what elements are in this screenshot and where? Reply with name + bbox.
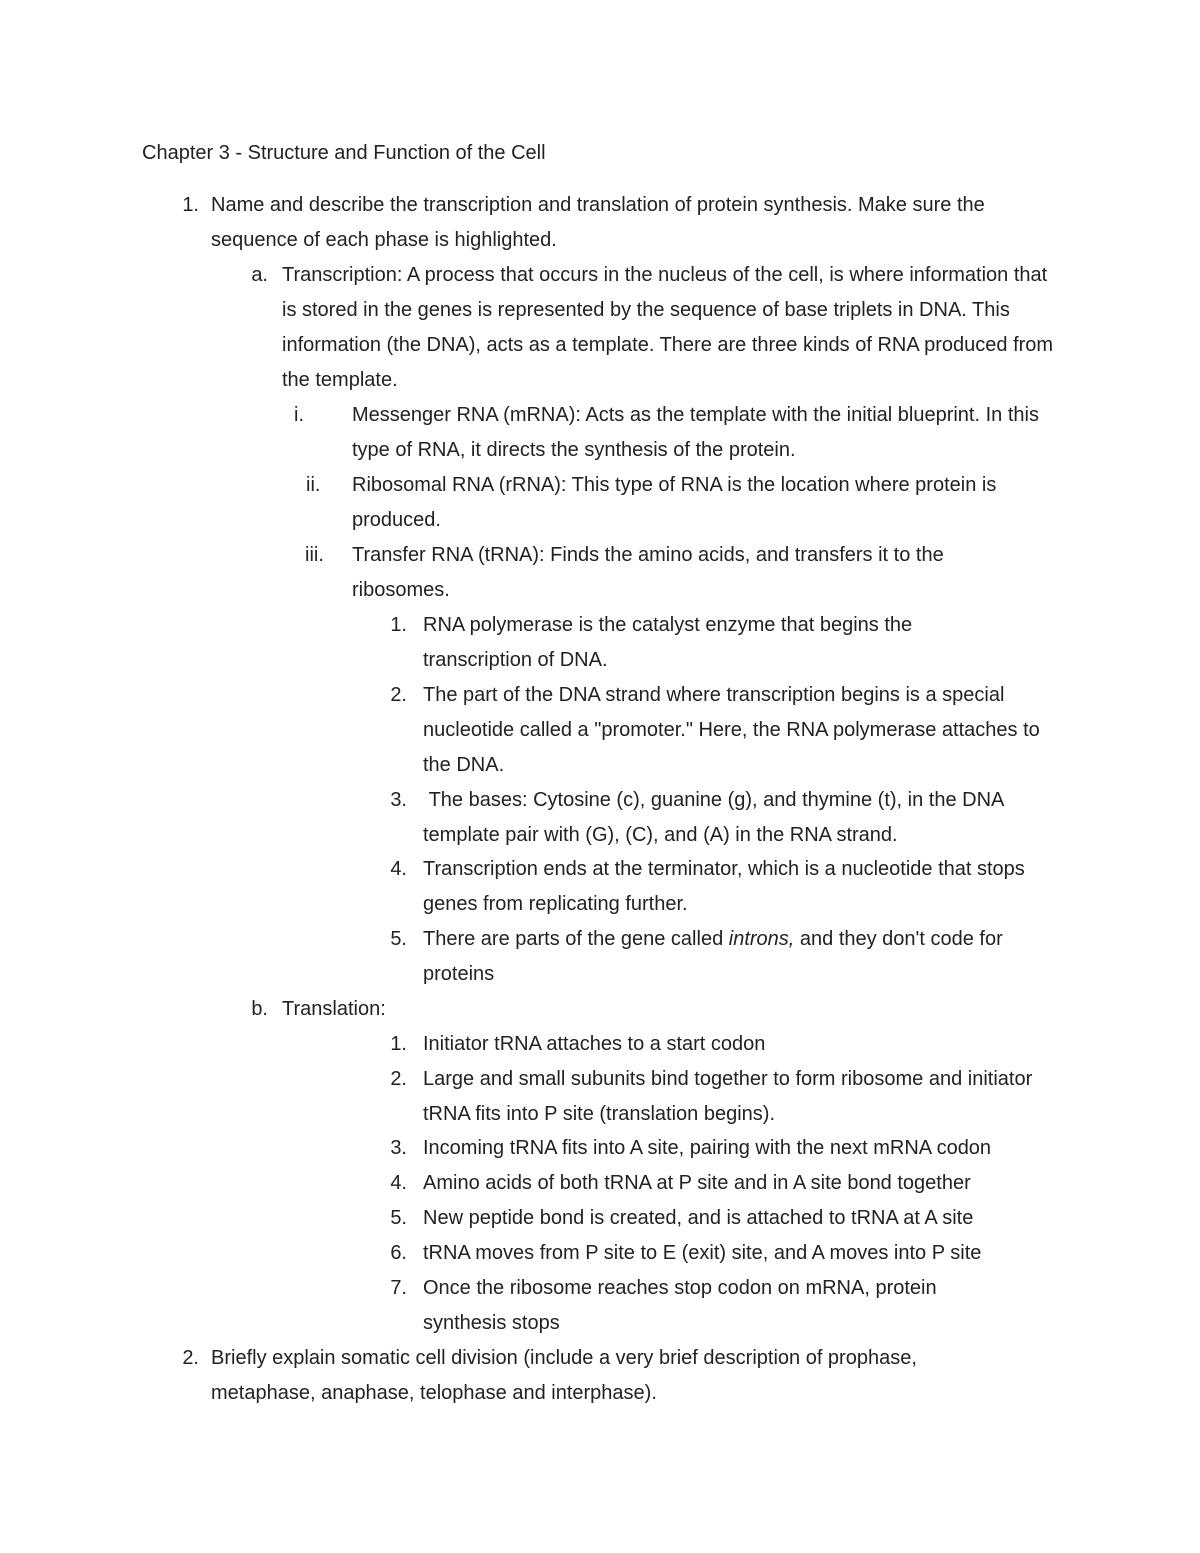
step-text-part: and they don't code for proteins: [423, 928, 1003, 985]
list-marker: ii.: [306, 474, 321, 496]
translation-step-2: [390, 1062, 1033, 1132]
italic-term: introns,: [728, 928, 795, 950]
list-marker: 4.: [390, 858, 407, 880]
list-marker: 3.: [390, 1137, 407, 1159]
list-marker: 7.: [390, 1277, 407, 1299]
step-text: Large and small subunits bind together to form ribosome and initiator tRNA fits into P site (translation begins).: [423, 1068, 1033, 1125]
translation-step-3: [390, 1131, 1083, 1166]
list-marker: 5.: [390, 1207, 407, 1229]
step-text: Amino acids of both tRNA at P site and in A site bond together: [423, 1172, 971, 1194]
rna-item-text: Messenger RNA (mRNA): Acts as the template with the initial blueprint. In this type of RNA, it directs the synthesis of the protein.: [352, 404, 1039, 461]
list-marker: 2.: [182, 1347, 199, 1369]
subitem-a-transcription: [251, 258, 1062, 398]
translation-step-7: [390, 1271, 1023, 1341]
question-text: Briefly explain somatic cell division (include a very brief description of prophase, metaphase, anaphase, telophase and interphase).: [211, 1347, 917, 1404]
list-marker: 2.: [390, 684, 407, 706]
step-text: Once the ribosome reaches stop codon on mRNA, protein synthesis stops: [423, 1277, 937, 1334]
transcription-step-4: [390, 852, 1043, 922]
translation-step-5: [390, 1201, 1083, 1236]
transcription-step-5: [390, 922, 1063, 992]
list-marker: 3.: [390, 789, 407, 811]
page-title: Chapter 3 - Structure and Function of the Cell: [142, 142, 546, 164]
question-1: [182, 188, 1061, 258]
list-marker: i.: [294, 404, 304, 426]
list-marker: a.: [251, 264, 268, 286]
subitem-b-translation: [251, 992, 1062, 1027]
step-text-part: There are parts of the gene called: [423, 928, 729, 950]
step-text: tRNA moves from P site to E (exit) site, and A moves into P site: [423, 1242, 982, 1264]
list-marker: 1.: [390, 614, 407, 636]
rna-item-mrna: [294, 398, 1062, 468]
step-text: RNA polymerase is the catalyst enzyme that begins the transcription of DNA.: [423, 614, 913, 671]
rna-item-text: Transfer RNA (tRNA): Finds the amino acids, and transfers it to the ribosomes.: [352, 544, 944, 601]
step-text: New peptide bond is created, and is attached to tRNA at A site: [423, 1207, 974, 1229]
list-marker: 2.: [390, 1068, 407, 1090]
translation-step-4: [390, 1166, 1083, 1201]
step-text: [423, 922, 1063, 992]
step-text: The bases: Cytosine (c), guanine (g), and thymine (t), in the DNA template pair with (G), (C), and (A) in the RNA strand.: [423, 789, 1009, 846]
rna-item-trna: [305, 538, 1012, 608]
list-marker: 1.: [182, 194, 199, 216]
list-marker: 6.: [390, 1242, 407, 1264]
transcription-step-2: [390, 678, 1063, 783]
list-marker: 5.: [390, 928, 407, 950]
question-2: [182, 1341, 1011, 1411]
subitem-text: Translation:: [282, 998, 386, 1020]
question-text: Name and describe the transcription and translation of protein synthesis. Make sure the sequence of each phase is highlighted.: [211, 194, 985, 251]
list-marker: 4.: [390, 1172, 407, 1194]
translation-step-6: [390, 1236, 1083, 1271]
transcription-step-1: [390, 608, 1023, 678]
step-text: Initiator tRNA attaches to a start codon: [423, 1033, 766, 1055]
step-text: Incoming tRNA fits into A site, pairing with the next mRNA codon: [423, 1137, 992, 1159]
step-text: The part of the DNA strand where transcription begins is a special nucleotide called a "promoter." Here, the RNA polymerase attaches to the DNA.: [423, 684, 1040, 776]
transcription-step-3: [390, 783, 1063, 853]
rna-item-rrna: [306, 468, 1062, 538]
list-marker: iii.: [305, 544, 324, 566]
step-text: Transcription ends at the terminator, which is a nucleotide that stops genes from replicating further.: [423, 858, 1025, 915]
subitem-text: Transcription: A process that occurs in the nucleus of the cell, is where information that is stored in the genes is represented by the sequence of base triplets in DNA. This information (the DNA), acts as a template. There are three kinds of RNA produced from the template.: [282, 264, 1054, 391]
list-marker: b.: [251, 998, 268, 1020]
list-marker: 1.: [390, 1033, 407, 1055]
translation-step-1: [390, 1027, 1063, 1062]
rna-item-text: Ribosomal RNA (rRNA): This type of RNA is the location where protein is produced.: [352, 474, 997, 531]
